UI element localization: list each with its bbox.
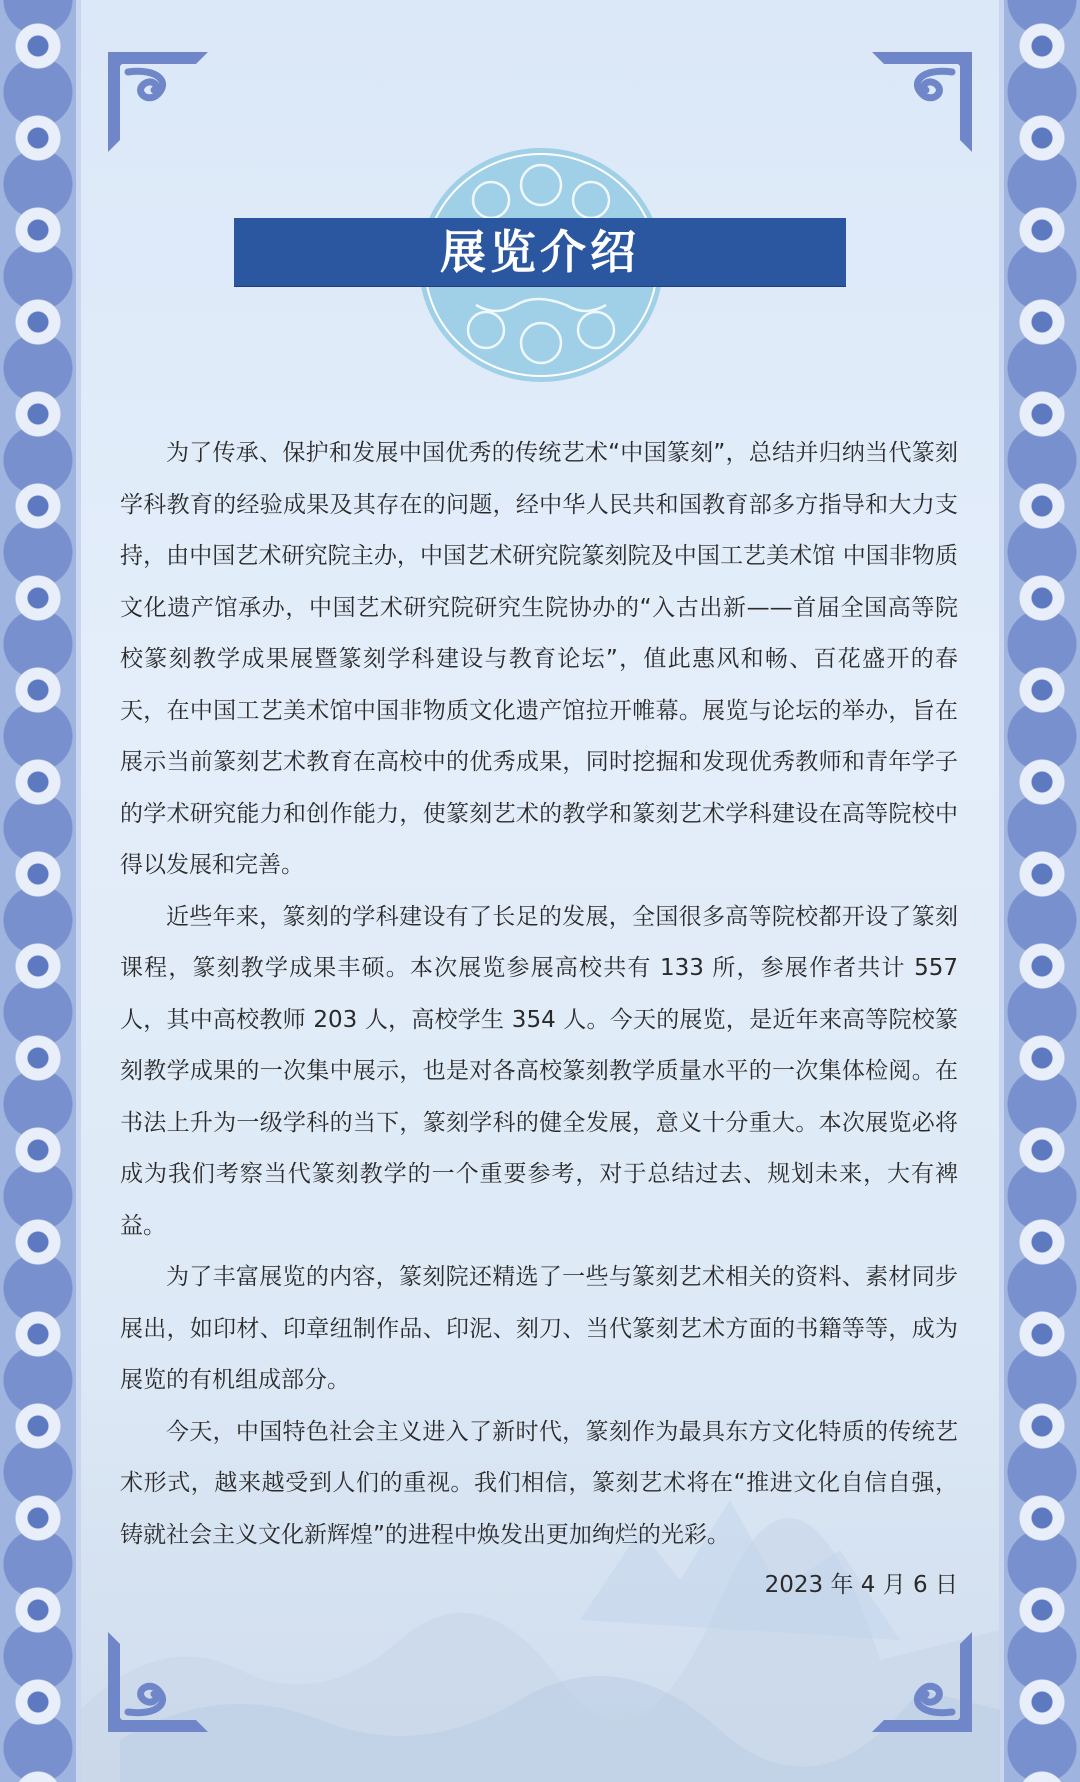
paragraph: 近些年来，篆刻的学科建设有了长足的发展，全国很多高等院校都开设了篆刻课程，篆刻教学成果丰硕。本次展览参展高校共有 133 所，参展作者共计 557 人，其中高校教师 203 人，高校学生 354 人。今天的展览，是近年来高等院校篆刻教学成果的一次集中展示，也是对各高校篆刻教学质量水平的一次集体检阅。在书法上升为一级学科的当下，篆刻学科的健全发展，意义十分重大。本次展览必将成为我们考察当代篆刻教学的一个重要参考，对于总结过去、规划未来，大有裨益。 <box>120 903 958 1239</box>
body-text <box>120 428 958 1561</box>
cloud-corner-ornament-icon <box>872 1632 972 1732</box>
date-line: 2023 年 4 月 6 日 <box>764 1572 958 1598</box>
page-title: 展览介绍 <box>440 225 640 279</box>
cloud-corner-ornament-icon <box>108 1632 208 1732</box>
paragraph: 为了传承、保护和发展中国优秀的传统艺术“中国篆刻”，总结并归纳当代篆刻学科教育的经验成果及其存在的问题，经中华人民共和国教育部多方指导和大力支持，由中国艺术研究院主办，中国艺术研究院篆刻院及中国工艺美术馆 中国非物质文化遗产馆承办，中国艺术研究院研究生院协办的“入古出新——首届全国高等院校篆刻教学成果展暨篆刻学科建设与教育论坛”，值此惠风和畅、百花盛开的春天，在中国工艺美术馆中国非物质文化遗产馆拉开帷幕。展览与论坛的举办，旨在展示当前篆刻艺术教育在高校中的优秀成果，同时挖掘和发现优秀教师和青年学子的学术研究能力和创作能力，使篆刻艺术的教学和篆刻艺术学科建设在高等院校中得以发展和完善。 <box>120 440 958 878</box>
paragraph: 为了丰富展览的内容，篆刻院还精选了一些与篆刻艺术相关的资料、素材同步展出，如印材、印章纽制作品、印泥、刻刀、当代篆刻艺术方面的书籍等等，成为展览的有机组成部分。 <box>120 1264 958 1393</box>
cloud-corner-ornament-icon <box>108 52 208 152</box>
left-ornamental-border <box>0 0 76 1782</box>
cloud-corner-ornament-icon <box>872 52 972 152</box>
right-ornamental-border <box>1004 0 1080 1782</box>
title-banner <box>234 218 846 286</box>
paragraph: 今天，中国特色社会主义进入了新时代，篆刻作为最具东方文化特质的传统艺术形式，越来越受到人们的重视。我们相信，篆刻艺术将在“推进文化自信自强，铸就社会主义文化新辉煌”的进程中焕发出更加绚烂的光彩。 <box>120 1418 958 1548</box>
